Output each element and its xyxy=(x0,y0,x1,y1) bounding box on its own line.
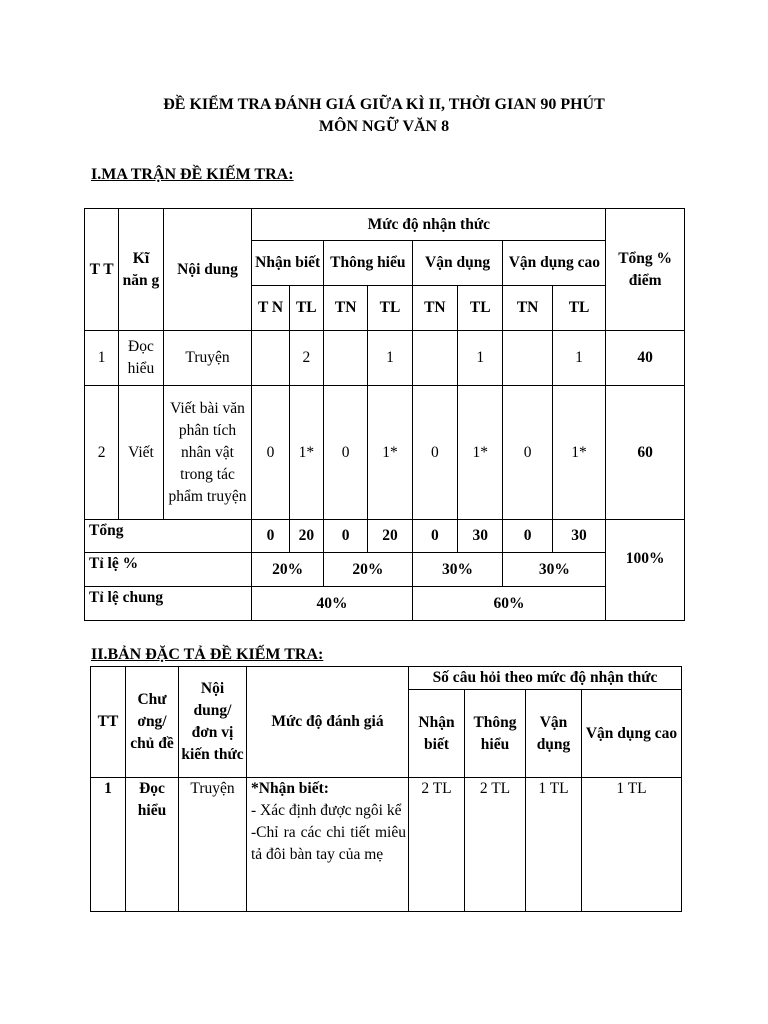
cell: 1* xyxy=(368,386,412,520)
cell: 1 xyxy=(368,331,412,386)
cell-mucdo xyxy=(247,778,409,912)
document-subtitle: MÔN NGỮ VĂN 8 xyxy=(318,118,450,135)
cell: 30% xyxy=(503,553,606,587)
section-heading-spec: II.BẢN ĐẶC TẢ ĐỀ KIẾM TRA: xyxy=(91,646,324,663)
cell xyxy=(412,331,457,386)
cell: 0 xyxy=(412,520,457,553)
level-vandung: Vận dụng xyxy=(412,241,503,286)
header-noidung: Nội dung/ đơn vị kiến thức xyxy=(179,667,247,778)
cell: 0 xyxy=(412,386,457,520)
level-thonghieu: Thông hiểu xyxy=(323,241,412,286)
sub-header: TL xyxy=(552,286,605,331)
cell-tong-all: 100% xyxy=(606,520,685,621)
cell: 0 xyxy=(252,520,289,553)
cell: 0 xyxy=(252,386,289,520)
cell: 1 xyxy=(458,331,503,386)
cell: 1* xyxy=(289,386,323,520)
cell-noidung: Truyện xyxy=(163,331,252,386)
cell-noidung: Viết bài văn phân tích nhân vật trong tác phẩm truyện xyxy=(163,386,252,520)
desc-line: -Chỉ ra các chi tiết miêu tả đôi bàn tay của mẹ xyxy=(251,824,406,863)
sub-header: TN xyxy=(503,286,552,331)
level-vandungcao: Vận dụng cao xyxy=(582,690,682,778)
cell-tt: 1 xyxy=(85,331,119,386)
cell-kinang: Đọc hiểu xyxy=(119,331,163,386)
cell-kinang: Viết xyxy=(119,386,163,520)
sub-header: T N xyxy=(252,286,289,331)
desc-line: - Xác định được ngôi kể xyxy=(251,802,402,819)
sub-header: TL xyxy=(458,286,503,331)
header-socau: Số câu hỏi theo mức độ nhận thức xyxy=(409,667,682,690)
cell-tt: 1 xyxy=(91,778,126,912)
cell-noidung: Truyện xyxy=(179,778,247,912)
desc-heading: *Nhận biết: xyxy=(251,780,329,797)
cell: 30 xyxy=(552,520,605,553)
sub-header: TN xyxy=(412,286,457,331)
matrix-table xyxy=(84,208,685,621)
level-nhanbiet: Nhận biết xyxy=(252,241,324,286)
cell: 2 TL xyxy=(409,778,465,912)
cell: 1 TL xyxy=(526,778,582,912)
cell: 0 xyxy=(503,520,552,553)
header-tt: T T xyxy=(85,209,119,331)
cell: 20 xyxy=(368,520,412,553)
cell-tong: 40 xyxy=(606,331,685,386)
cell: 1* xyxy=(458,386,503,520)
table-row xyxy=(85,386,685,520)
cell: 1* xyxy=(552,386,605,520)
cell-tt: 2 xyxy=(85,386,119,520)
sub-header: TL xyxy=(368,286,412,331)
cell: 2 TL xyxy=(465,778,526,912)
cell: 20% xyxy=(323,553,412,587)
cell: 20 xyxy=(289,520,323,553)
level-vandungcao: Vận dụng cao xyxy=(503,241,606,286)
cell: 1 TL xyxy=(582,778,682,912)
spec-table xyxy=(90,666,682,912)
cell xyxy=(252,331,289,386)
row-label-tilechung: Tỉ lệ chung xyxy=(85,587,252,621)
table-row xyxy=(85,520,685,553)
cell-tong: 60 xyxy=(606,386,685,520)
cell: 1 xyxy=(552,331,605,386)
cell: 0 xyxy=(503,386,552,520)
level-thonghieu: Thông hiểu xyxy=(465,690,526,778)
cell xyxy=(323,331,367,386)
header-tong: Tổng % điểm xyxy=(606,209,685,331)
cell: 0 xyxy=(323,520,367,553)
table-row xyxy=(85,553,685,587)
header-mucdo: Mức độ nhận thức xyxy=(252,209,606,241)
cell: 2 xyxy=(289,331,323,386)
row-label-tile: Tỉ lệ % xyxy=(85,553,252,587)
header-tt: TT xyxy=(91,667,126,778)
sub-header: TL xyxy=(289,286,323,331)
header-chuong: Chư ơng/ chủ đề xyxy=(126,667,179,778)
cell: 40% xyxy=(252,587,412,621)
header-kinang: Kĩ năn g xyxy=(119,209,163,331)
level-nhanbiet: Nhận biết xyxy=(409,690,465,778)
table-row xyxy=(85,331,685,386)
cell: 30% xyxy=(412,553,503,587)
table-row xyxy=(91,778,682,912)
header-noidung: Nội dung xyxy=(163,209,252,331)
cell: 20% xyxy=(252,553,324,587)
document-title: ĐỀ KIỂM TRA ĐÁNH GIÁ GIỮA KÌ II, THỜI GIAN 90 PHÚT xyxy=(163,96,605,113)
cell xyxy=(503,331,552,386)
level-vandung: Vận dụng xyxy=(526,690,582,778)
section-heading-matrix: I.MA TRẬN ĐỀ KIẾM TRA: xyxy=(91,166,294,183)
cell: 0 xyxy=(323,386,367,520)
sub-header: TN xyxy=(323,286,367,331)
cell-chuong: Đọc hiểu xyxy=(126,778,179,912)
header-mucdo: Mức độ đánh giá xyxy=(247,667,409,778)
cell: 30 xyxy=(458,520,503,553)
cell: 60% xyxy=(412,587,606,621)
table-row xyxy=(85,587,685,621)
row-label-tong: Tổng xyxy=(85,520,252,553)
